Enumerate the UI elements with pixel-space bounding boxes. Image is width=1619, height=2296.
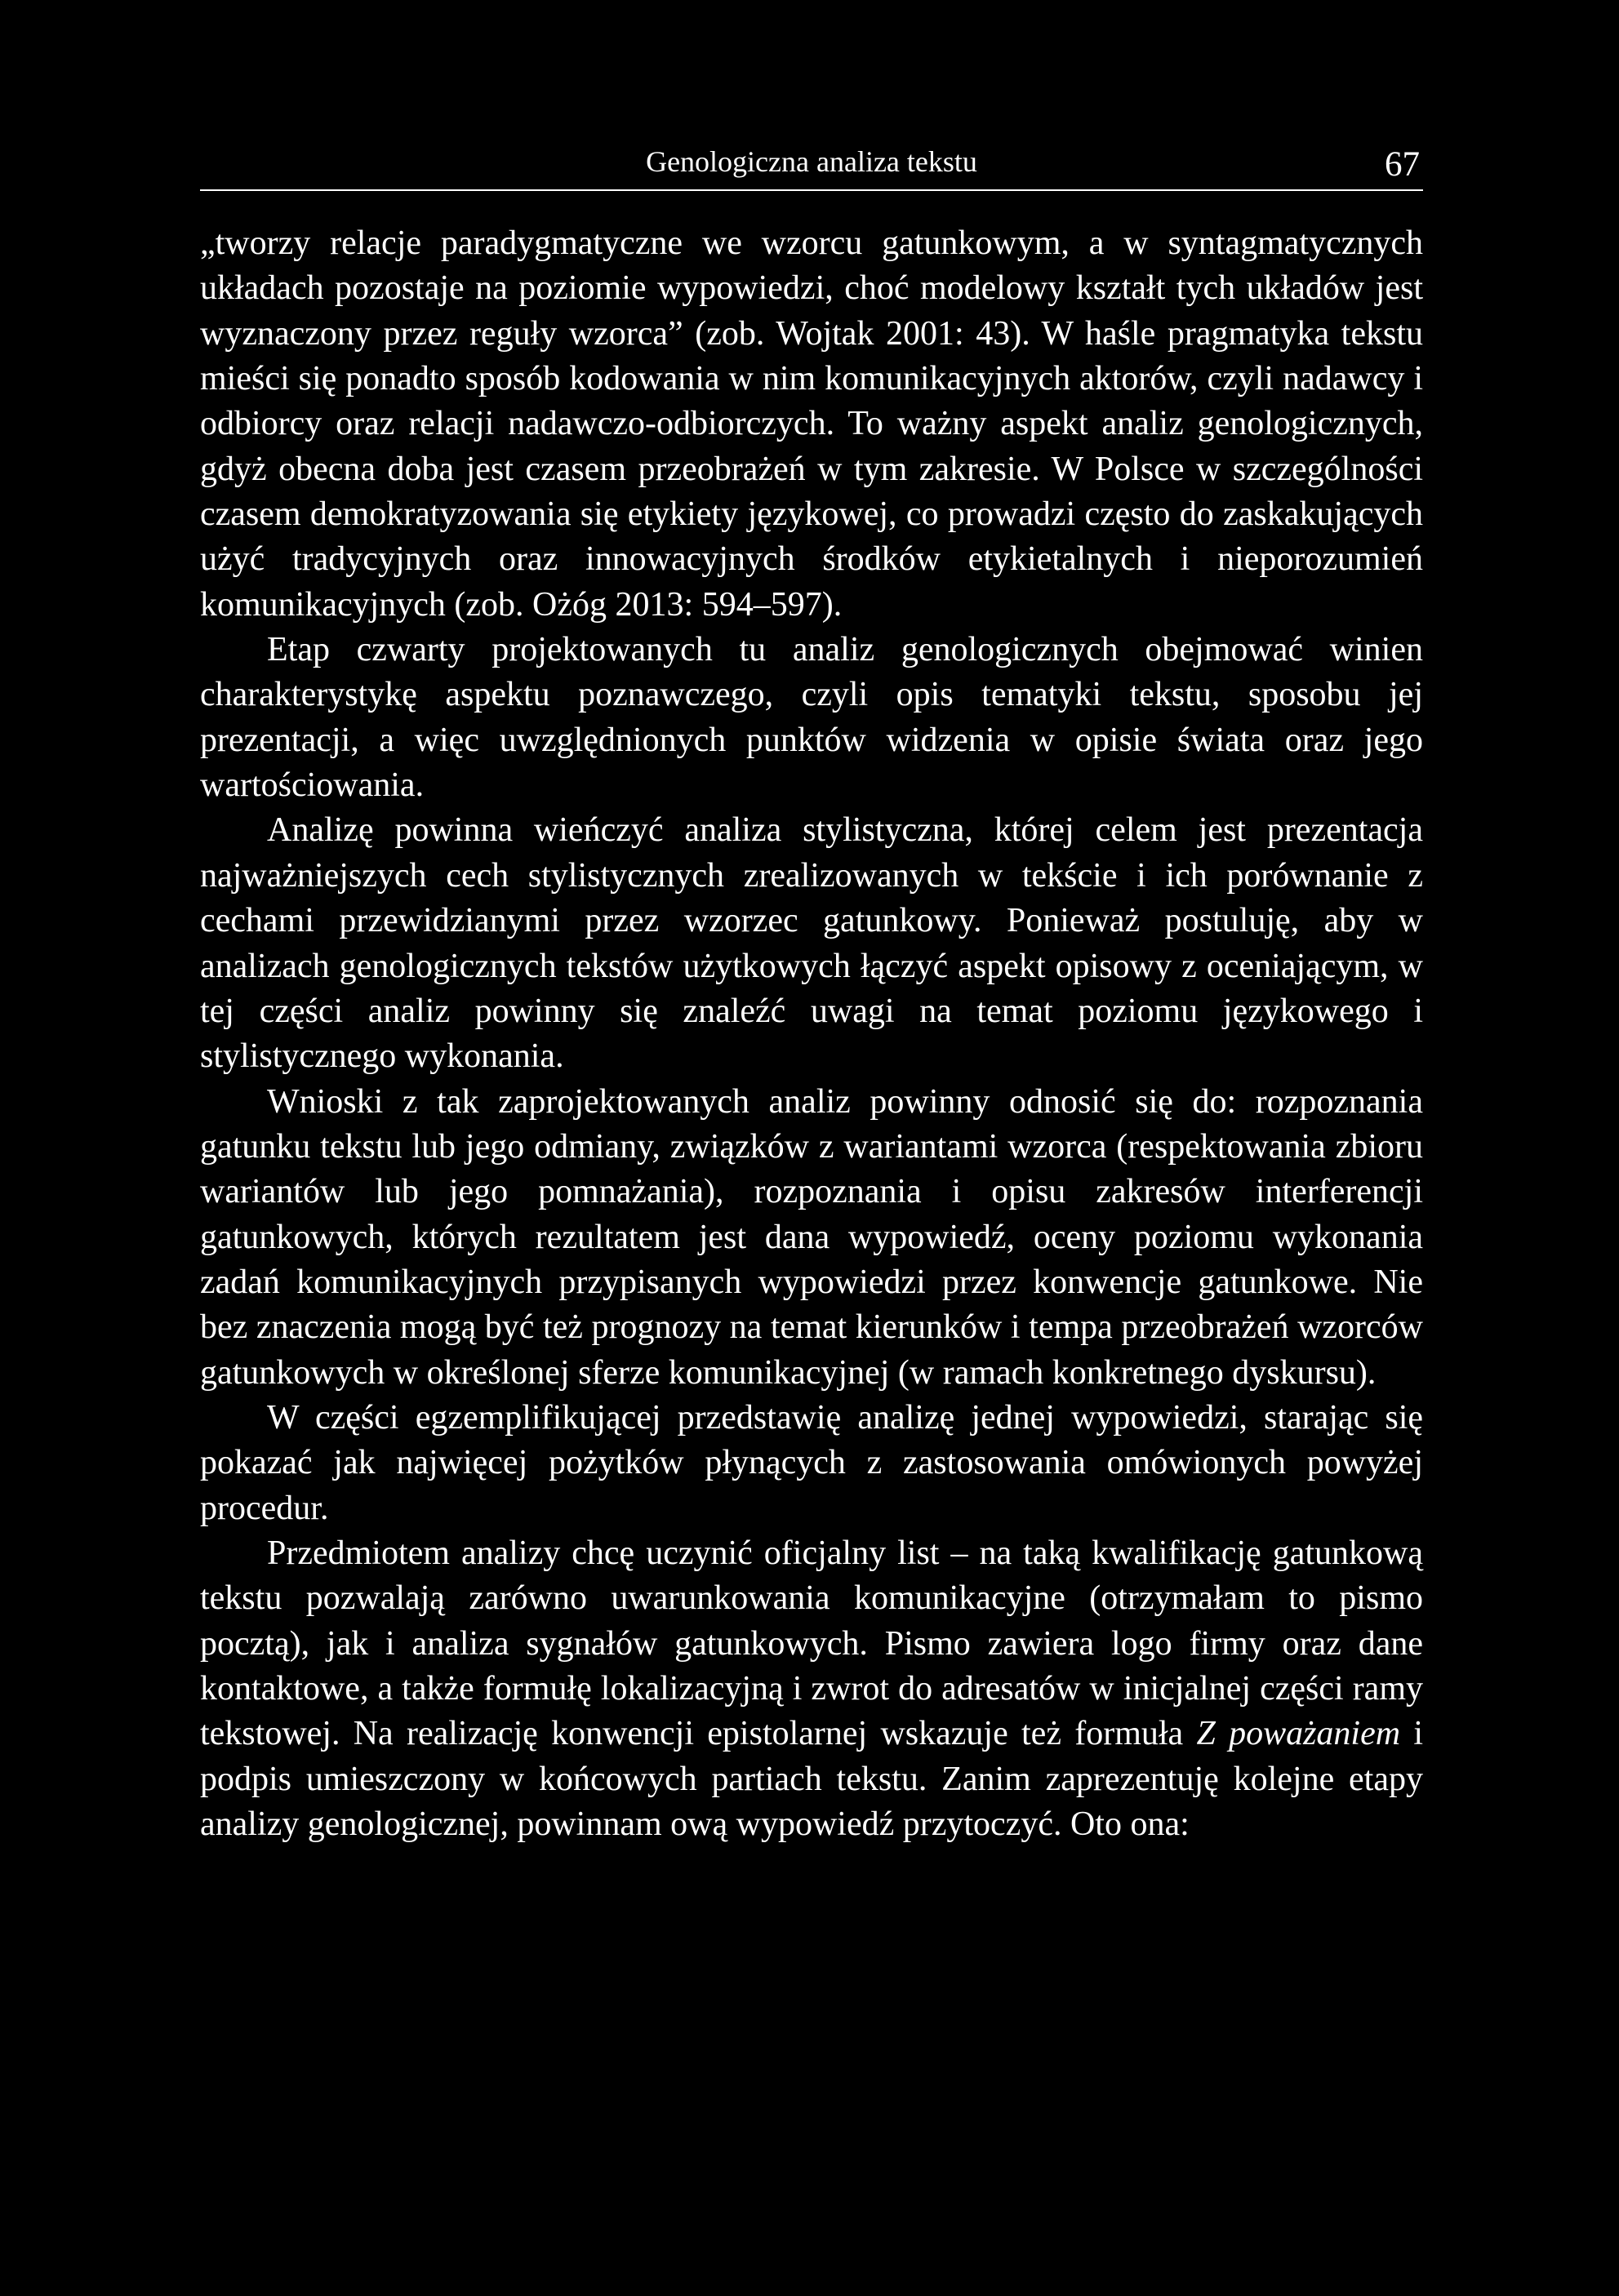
page-header: [200, 139, 1423, 191]
page-number: 67: [1385, 145, 1420, 184]
paragraph-1: „tworzy relacje paradygmatyczne we wzorcu gatunkowym, a w syntagmatycznych układach pozostaje na poziomie wypowiedzi, choć modelowy kształt tych układów jest wyznaczony przez reguły wzorca” (zob. Wojtak 2001: 43). W haśle pragmatyka tekstu mieści się ponadto sposób kodowania w nim komunikacyjnych aktorów, czyli nadawcy i odbiorcy oraz relacji nadawczo-odbiorczych. To ważny aspekt analiz genologicznych, gdyż obecna doba jest czasem przeobrażeń w tym zakresie. W Polsce w szczególności czasem demokratyzowania się etykiety językowej, co prowadzi często do zaskakujących użyć tradycyjnych oraz innowacyjnych środków etykietalnych i nieporozumień komunikacyjnych (zob. Ożóg 2013: 594–597).: [200, 224, 1423, 624]
paragraph-6-text-end: i podpis umieszczony w końcowych partiach tekstu. Zanim zaprezentuję kolejne etapy analizy genologicznej, powinnam ową wypowiedź przytoczyć. Oto ona:: [200, 1715, 1424, 1844]
paragraph-4: Wnioski z tak zaprojektowanych analiz powinny odnosić się do: rozpoznania gatunku tekstu lub jego odmiany, związków z wariantami wzorca (respektowania zbioru wariantów lub jego pomnażania), rozpoznania i opisu zakresów interferencji gatunkowych, których rezultatem jest dana wypowiedź, oceny poziomu wykonania zadań komunikacyjnych przypisanych wypowiedzi przez konwencje gatunkowe. Nie bez znaczenia mogą być też prognozy na temat kierunków i tempa przeobrażeń wzorców gatunkowych w określonej sferze komunikacyjnej (w ramach konkretnego dyskursu).: [200, 1082, 1423, 1392]
body-text: [200, 221, 1423, 1847]
paragraph-5: W części egzemplifikującej przedstawię analizę jednej wypowiedzi, starając się pokazać jak najwięcej pożytków płynących z zastosowania omówionych powyżej procedur.: [200, 1398, 1423, 1527]
paragraph-3: Analizę powinna wieńczyć analiza stylistyczna, której celem jest prezentacja najważniejszych cech stylistycznych zrealizowanych w tekście i ich porównanie z cechami przewidzianymi przez wzorzec gatunkowy. Ponieważ postuluję, aby w analizach genologicznych tekstów użytkowych łączyć aspekt opisowy z oceniającym, w tej części analiz powinny się znaleźć uwagi na temat poziomu językowego i stylistycznego wykonania.: [200, 811, 1423, 1076]
running-title: Genologiczna analiza tekstu: [646, 145, 977, 178]
italic-phrase: Z poważaniem: [1196, 1715, 1401, 1753]
paragraph-6: [200, 1531, 1423, 1847]
paragraph-2: Etap czwarty projektowanych tu analiz genologicznych obejmować winien charakterystykę aspektu poznawczego, czyli opis tematyki tekstu, sposobu jej prezentacji, a więc uwzględnionych punktów widzenia w opisie świata oraz jego wartościowania.: [200, 631, 1423, 805]
paragraph-6-text-start: Przedmiotem analizy chcę uczynić oficjalny list – na taką kwalifikację gatunkową tekstu pozwalają zarówno uwarunkowania komunikacyjne (otrzymałam to pismo pocztą), jak i analiza sygnałów gatunkowych. Pismo zawiera logo firmy oraz dane kontaktowe, a także formułę lokalizacyjną i zwrot do adresatów w inicjalnej części ramy tekstowej. Na realizację konwencji epistolarnej wskazuje też formuła: [200, 1534, 1423, 1753]
